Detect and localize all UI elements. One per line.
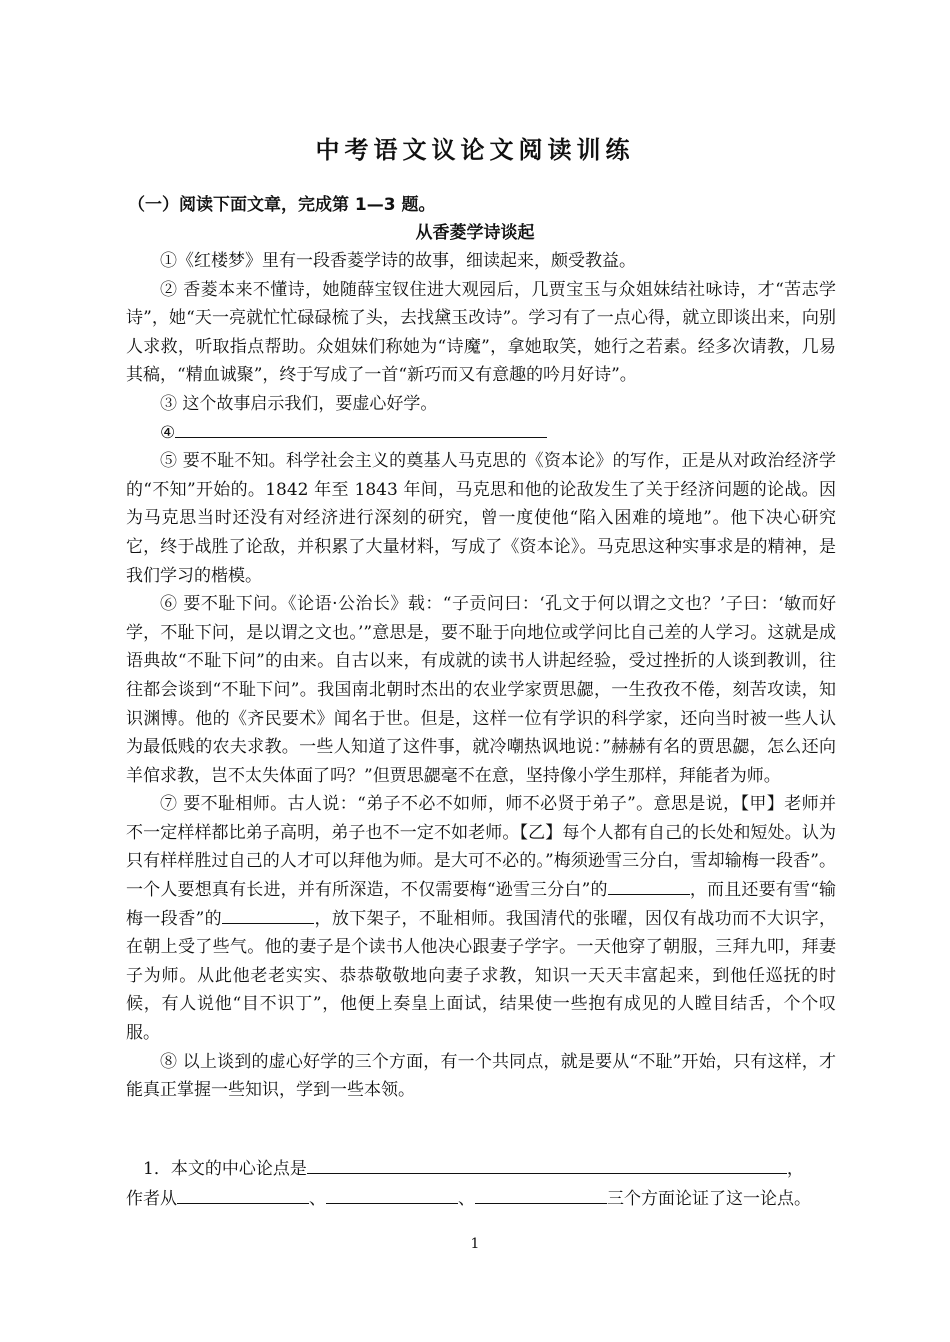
page-title: 中考语文议论文阅读训练 <box>315 135 635 164</box>
paragraph-5: ⑤ 要不耻不知。科学社会主义的奠基人马克思的《资本论》的写作，正是从对政治经济学的“不知”开始的。1842 年至 1843 年间，马克思和他的论敌发生了关于经济问题的论战。因为马克思当时还没有对经济进行深刻的研究，曾一度使他“陷入困难的境地”。他下决心研究它，终于战胜了论敌，并积累了大量材料，写成了《资本论》。马克思这种实事求是的精神，是我们学习的楷模。 <box>126 451 836 586</box>
question-1-tail: 三个方面论证了这一论点。 <box>607 1189 811 1209</box>
paragraph-7-part-b: ，而且还要有雪“输梅一段香”的 <box>126 880 836 929</box>
question-1-line-2 <box>126 1184 836 1214</box>
question-1-sep-2: 、 <box>458 1189 475 1209</box>
article-body <box>126 247 836 1105</box>
paragraph-4-number: ④ <box>160 422 176 443</box>
answer-blank-aspect-2[interactable] <box>326 1186 458 1204</box>
question-1 <box>126 1154 836 1214</box>
question-1-lead: 1．本文的中心论点是 <box>143 1159 307 1179</box>
question-1-comma: ， <box>786 1159 804 1179</box>
question-1-line-1 <box>126 1154 836 1184</box>
section-heading: （一）阅读下面文章，完成第 1—3 题。 <box>128 195 436 215</box>
article-title: 从香菱学诗谈起 <box>415 223 535 243</box>
paragraph-2: ② 香菱本来不懂诗，她随薛宝钗住进大观园后，几贾宝玉与众姐妹结社咏诗，才“苦志学诗”，她“天一亮就忙忙碌碌梳了头，去找黛玉改诗”。学习有了一点心得，就立即谈出来，向别人求救，听取指点帮助。众姐妹们称她为“诗魔”，拿她取笑，她行之若素。经多次请教，几易其稿，“精血诚聚”，终于写成了一首“新巧而又有意趣的吟月好诗”。 <box>126 279 836 386</box>
paragraph-7-part-c: ，放下架子，不耻相师。我国清代的张曜，因仅有战功而不大识字，在朝上受了些气。他的妻子是个读书人他决心跟妻子学字。一天他穿了朝服，三拜九叩，拜妻子为师。从此他老老实实、恭恭敬敬地向妻子求教，知识一天天丰富起来，到他任巡抚的时候，有人说他“目不识丁”，他便上奏皇上面试，结果使一些抱有成见的人瞠目结舌，个个叹服。 <box>126 908 836 1044</box>
answer-blank-paragraph-4[interactable] <box>175 420 547 438</box>
paragraph-7 <box>126 790 836 1047</box>
paragraph-1: ①《红楼梦》里有一段香菱学诗的故事，细读起来，颇受教益。 <box>160 251 636 271</box>
question-1-sep-1: 、 <box>309 1189 326 1209</box>
paragraph-6: ⑥ 要不耻下问。《论语·公治长》载：“子贡问曰：‘孔文于何以谓之文也？’子曰：‘敏而好学，不耻下问，是以谓之文也。’”意思是，要不耻于向地位或学问比自己差的人学习。这就是成语典故“不耻下问”的由来。自古以来，有成就的读书人讲起经验，受过挫折的人谈到教训，往往都会谈到“不耻下问”。我国南北朝时杰出的农业学家贾思勰，一生孜孜不倦，刻苦攻读，知识渊博。他的《齐民要术》闻名于世。但是，这样一位有学识的科学家，还向当时被一些人认为最低贱的农夫求教。一些人知道了这件事，就冷嘲热讽地说：”赫赫有名的贾思勰，怎么还向羊倌求教，岂不太失体面了吗？”但贾思勰毫不在意，坚持像小学生那样，拜能者为师。 <box>126 594 836 786</box>
paragraph-7-part-a: ⑦ 要不耻相师。古人说：“弟子不必不如师，师不必贤于弟子”。意思是说，【甲】老师并不一定样样都比弟子高明，弟子也不一定不如老师。【乙】每个人都有自己的长处和短处。认为只有样样胜过自己的人才可以拜他为师。是大可不必的。”梅须逊雪三分白，雪却输梅一段香”。一个人要想真有长进，并有所深造，不仅需要梅“逊雪三分白”的 <box>126 794 836 901</box>
paragraph-4 <box>126 419 836 448</box>
answer-blank-aspect-3[interactable] <box>475 1186 607 1204</box>
paragraph-8: ⑧ 以上谈到的虚心好学的三个方面，有一个共同点，就是要从“不耻”开始，只有这样，才能真正掌握一些知识，学到一些本领。 <box>126 1051 836 1101</box>
page-number: 1 <box>470 1236 480 1252</box>
answer-blank-central-argument[interactable] <box>307 1156 787 1174</box>
answer-blank-snow[interactable] <box>222 906 314 924</box>
answer-blank-plum[interactable] <box>608 877 690 895</box>
question-1-line-2-lead: 作者从 <box>126 1189 177 1209</box>
answer-blank-aspect-1[interactable] <box>177 1186 309 1204</box>
paragraph-3: ③ 这个故事启示我们，要虚心好学。 <box>160 393 438 414</box>
